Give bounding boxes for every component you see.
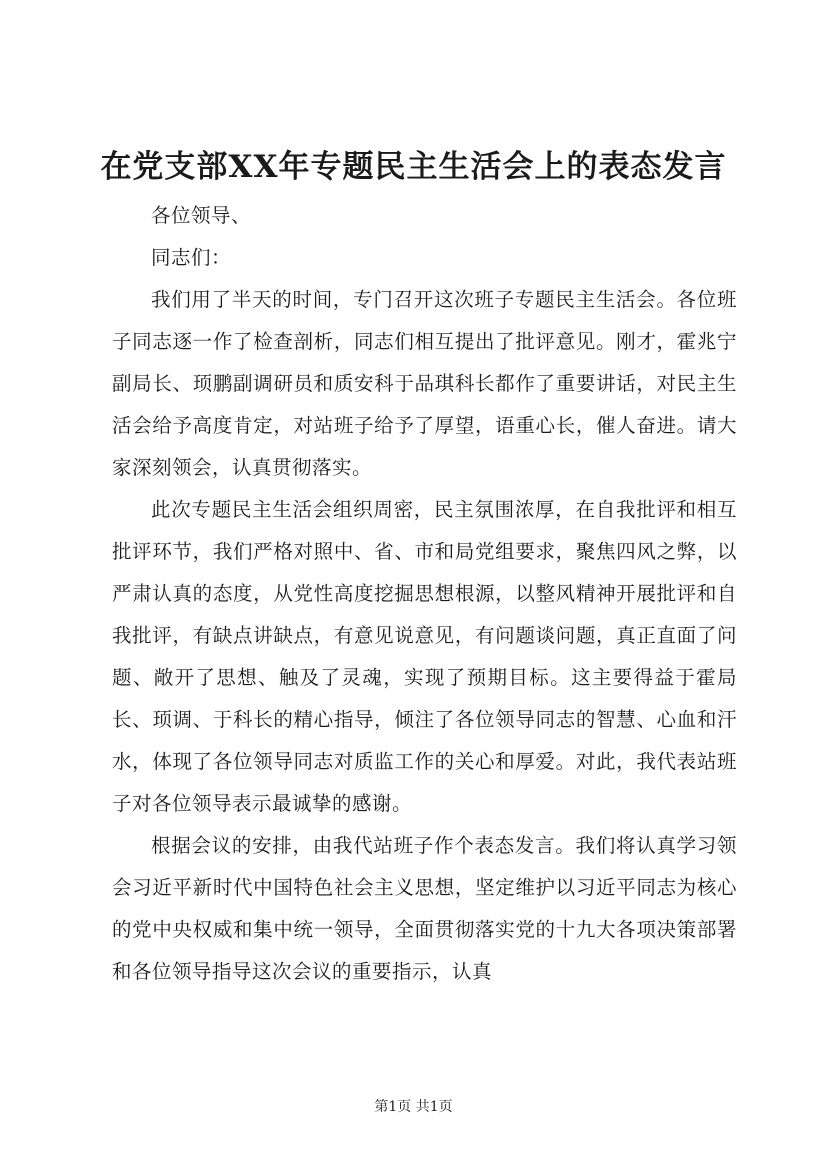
page-footer: 第1页 共1页: [374, 1099, 453, 1115]
document-body: [112, 195, 737, 993]
salutation-leaders: 各位领导、: [151, 204, 252, 227]
document-title: 在党支部XX年专题民主生活会上的表态发言: [100, 149, 727, 185]
salutation-comrades: 同志们：: [151, 246, 232, 269]
paragraph-1: 我们用了半天的时间，专门召开这次班子专题民主生活会。各位班子同志逐一作了检查剖析，同志们相互提出了批评意见。刚才，霍兆宁副局长、顼鹏副调研员和质安科于品琪科长都作了重要讲话，对民主生活会给予高度肯定，对站班子给予了厚望，语重心长，催人奋进。请大家深刻领会，认真贯彻落实。: [112, 288, 737, 479]
paragraph-2: 此次专题民主生活会组织周密，民主氛围浓厚，在自我批评和相互批评环节，我们严格对照中、省、市和局党组要求，聚焦四风之弊，以严肃认真的态度，从党性高度挖掘思想根源，以整风精神开展批评和自我批评，有缺点讲缺点，有意见说意见，有问题谈问题，真正直面了问题、敞开了思想、触及了灵魂，实现了预期目标。这主要得益于霍局长、顼调、于科长的精心指导，倾注了各位领导同志的智慧、心血和汗水，体现了各位领导同志对质监工作的关心和厚爱。对此，我代表站班子对各位领导表示最诚挚的感谢。: [112, 498, 737, 815]
paragraph-3: 根据会议的安排，由我代站班子作个表态发言。我们将认真学习领会习近平新时代中国特色社会主义思想，坚定维护以习近平同志为核心的党中央权威和集中统一领导，全面贯彻落实党的十九大各项决策部署和各位领导指导这次会议的重要指示，认真: [112, 834, 737, 983]
